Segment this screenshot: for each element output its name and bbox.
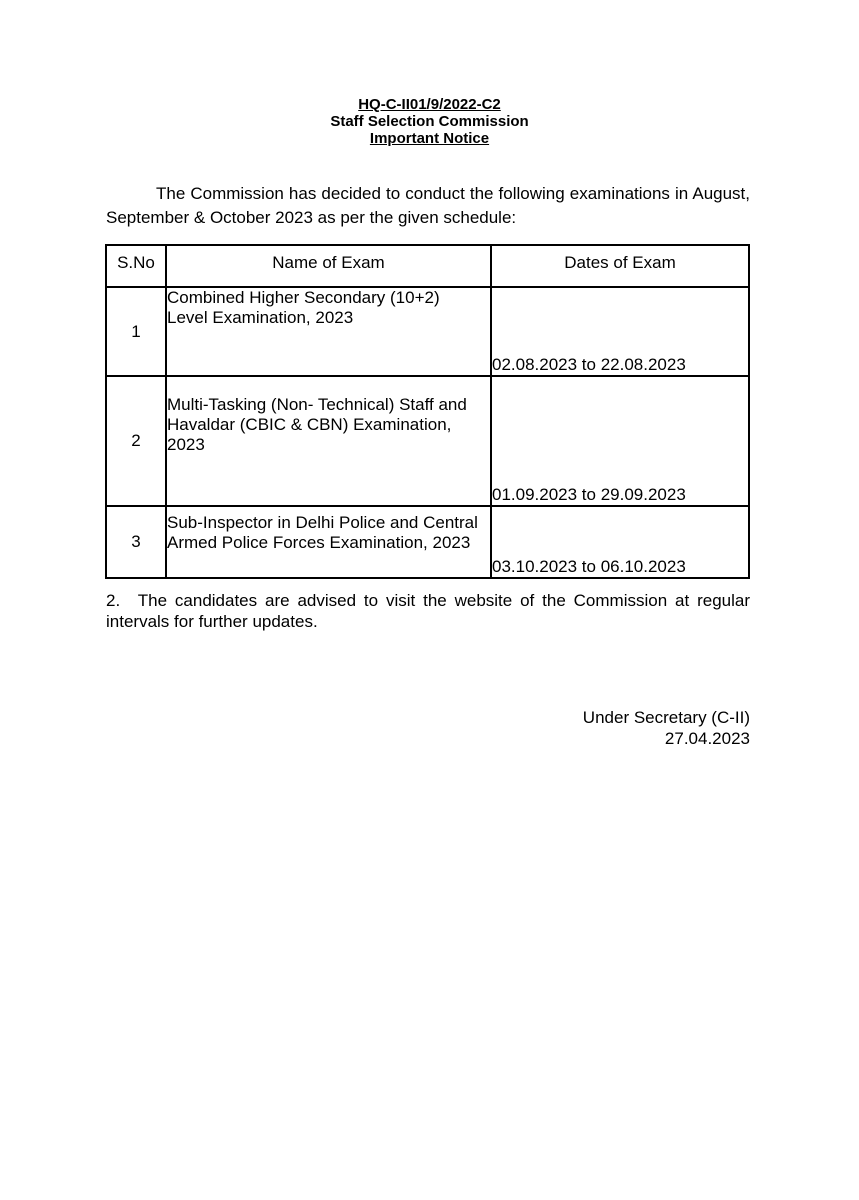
- notice-title: Important Notice: [369, 130, 490, 147]
- table-row: [106, 506, 749, 578]
- exam-name-line: Havaldar (CBIC & CBN) Examination,: [167, 415, 452, 434]
- serial-number: 2: [106, 376, 166, 506]
- column-header-sno: S.No: [106, 245, 166, 287]
- exam-name: [166, 287, 491, 376]
- column-header-exam-name: Name of Exam: [166, 245, 491, 287]
- exam-dates: 03.10.2023 to 06.10.2023: [491, 506, 749, 578]
- intro-paragraph: The Commission has decided to conduct the following examinations in August, September & October 2023 as per the given schedule:: [106, 184, 750, 227]
- reference-number: HQ-C-II01/9/2022-C2: [358, 96, 501, 113]
- exam-schedule-table: [105, 244, 750, 579]
- exam-dates: 01.09.2023 to 29.09.2023: [491, 376, 749, 506]
- exam-name-line: Armed Police Forces Examination, 2023: [167, 533, 471, 552]
- exam-name-line: Level Examination, 2023: [167, 308, 354, 327]
- advisory-paragraph: [106, 590, 750, 632]
- notice-header: [0, 96, 859, 147]
- table-header-row: [106, 245, 749, 287]
- column-header-exam-dates: Dates of Exam: [491, 245, 749, 287]
- exam-dates: 02.08.2023 to 22.08.2023: [491, 287, 749, 376]
- signature-block: [583, 707, 750, 749]
- signatory-designation: Under Secretary (C-II): [582, 708, 750, 727]
- exam-name: [166, 376, 491, 506]
- exam-name-line: 2023: [167, 435, 205, 454]
- paragraph-number: 2.: [106, 591, 121, 610]
- exam-name-line: Multi-Tasking (Non- Technical) Staff and: [167, 395, 467, 414]
- table-row: [106, 376, 749, 506]
- serial-number: 1: [106, 287, 166, 376]
- table-row: [106, 287, 749, 376]
- organization-name: Staff Selection Commission: [330, 113, 529, 130]
- exam-name-line: Combined Higher Secondary (10+2): [167, 288, 440, 307]
- advisory-text: The candidates are advised to visit the website of the Commission at regular intervals for further updates.: [106, 591, 750, 631]
- serial-number: 3: [106, 506, 166, 578]
- exam-name: [166, 506, 491, 578]
- notice-date: 27.04.2023: [664, 729, 750, 748]
- exam-name-line: Sub-Inspector in Delhi Police and Central: [167, 513, 478, 532]
